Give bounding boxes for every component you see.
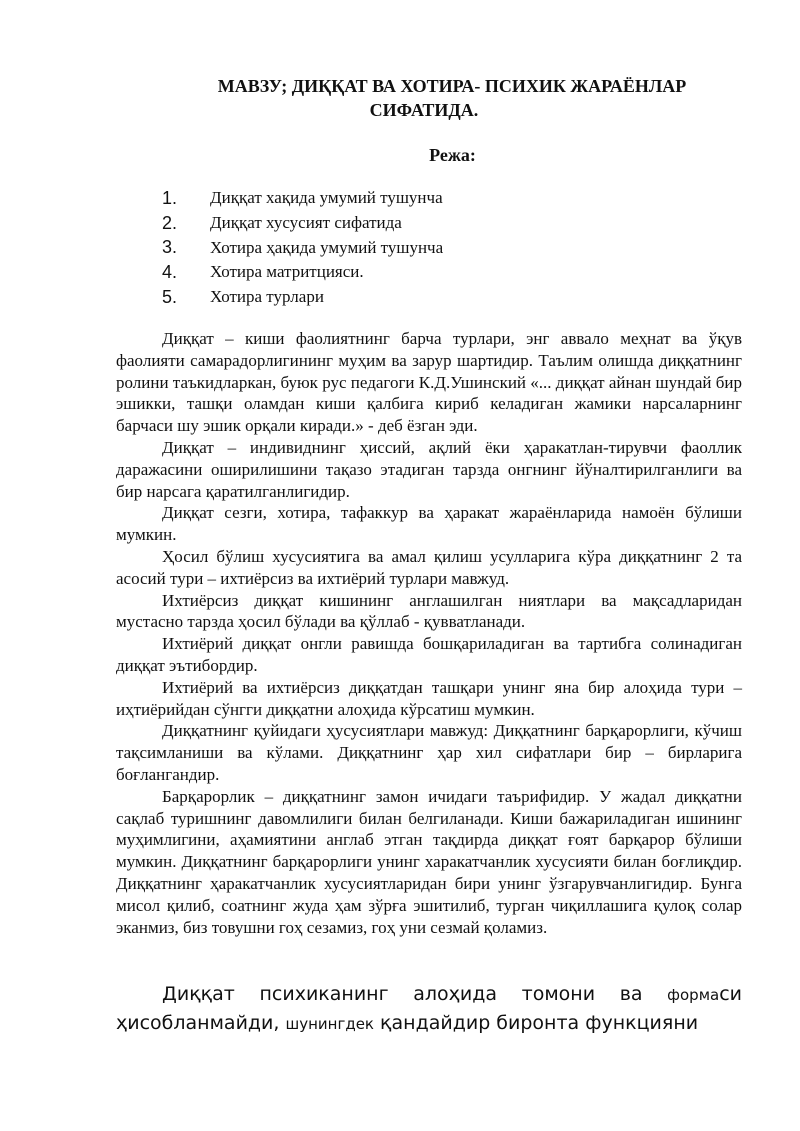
document-title (0, 74, 800, 122)
plan-item-text: Диққат хусусият сифатида (210, 213, 402, 233)
plan-item (162, 285, 443, 310)
plan-item-text: Хотира ҳақида умумий тушунча (210, 237, 444, 257)
paragraph: Барқарорлик – диққатнинг замон ичидаги таърифидир. У жадал диққатни сақлаб туришнинг давомлилиги билан белгиланади. Киши бажариладиган ишининг муҳимлигини, аҳамиятини англаб этган тақдирда диққат ғоят барқарор бўлиши мумкин. Диққатнинг барқарорлиги унинг харакатчанлик хусусияти билан боғлиқдир. Диққатнинг ҳаракатчанлик хусусиятларидан бири унинг ўзгарувчанлигидир. Бунга мисол қилиб, соатнинг жуда ҳам зўрға эшитилиб, турган чиқиллашига қулоқ солар эканмиз, биз товушни гоҳ сезамиз, гоҳ уни сезмай қоламиз. (116, 786, 742, 937)
plan-item (162, 260, 443, 285)
paragraph: Диққатнинг қуйидаги ҳусусиятлари мавжуд: Диққатнинг барқарорлиги, кўчиш тақсимланиши ва кўлами. Диққатнинг ҳар хил сифатлари бир – бирларига боғлангандир. (116, 721, 742, 784)
plan-item-number: 5. (162, 286, 178, 307)
plan-item-text: Диққат хақида умумий тушунча (210, 188, 443, 208)
plan-item (162, 186, 443, 211)
last-paragraph-part: шунингдек (285, 1015, 374, 1033)
plan-item-number: 4. (162, 261, 178, 282)
body-text (116, 328, 742, 938)
paragraph: Диққат – киши фаолиятнинг барча турлари, энг аввало меҳнат ва ўқув фаолияти самарадорлигининг муҳим ва зарур шартидир. Таълим олишда диққатнинг ролини таъкидларкан, буюк рус педагоги К.Д.Ушинский «... диққат айнан шундай бир эшикки, ташқи оламдан киши қалбига кириб келадиган жамики нарсаларнинг барчаси шу эшик орқали киради.» - деб ёзган эди. (116, 329, 742, 436)
plan-item-number: 1. (162, 187, 178, 208)
last-paragraph-part: си ҳисобланмайди, (116, 983, 742, 1034)
plan-item (162, 235, 443, 260)
last-paragraph (116, 980, 742, 1038)
last-paragraph-part: Диққат психиканинг алоҳида томони ва (162, 983, 668, 1005)
title-line-2: СИФАТИДА. (369, 100, 479, 120)
plan-item-number: 2. (162, 212, 178, 233)
plan-heading: Режа: (429, 145, 476, 165)
plan-item-text: Хотира турлари (210, 287, 324, 307)
plan-item-text: Хотира матритцияси. (210, 262, 364, 282)
last-paragraph-part: қандайдир биронта функцияни (374, 1012, 699, 1034)
plan-item (162, 211, 443, 236)
paragraph: Ихтиёрий диққат онгли равишда бошқариладиган ва тартибга солинадиган диққат эътибордир. (116, 634, 742, 675)
last-paragraph-part: форма (667, 986, 720, 1004)
paragraph: Ихтиёрсиз диққат кишининг англашилган ниятлари ва мақсадларидан мустасно тарзда ҳосил бўлади ва қўллаб - қувватланади. (116, 590, 742, 632)
paragraph: Ихтиёрий ва ихтиёрсиз диққатдан ташқари унинг яна бир алоҳида тури – иҳтиёрийдан сўнгги диққатни алоҳида кўрсатиш мумкин. (116, 677, 742, 719)
paragraph: Диққат – индивиднинг ҳиссий, ақлий ёки ҳаракатлан-тирувчи фаоллик даражасини оширилишини тақазо этадиган тарзда онгнинг йўналтирилганлиги ва бир нарсага қаратилганлигидир. (116, 437, 742, 501)
plan-item-number: 3. (162, 237, 178, 258)
title-line-1: МАВЗУ; ДИҚҚАТ ВА ХОТИРА- ПСИХИК ЖАРАЁНЛАР (217, 76, 687, 96)
paragraph: Ҳосил бўлиш хусусиятига ва амал қилиш усулларига кўра диққатнинг 2 та асосий тури – ихтиёрсиз ва ихтиёрий турлари мавжуд. (116, 546, 742, 588)
plan-list (162, 186, 443, 309)
paragraph: Диққат сезги, хотира, тафаккур ва ҳаракат жараёнларида намоён бўлиши мумкин. (116, 503, 742, 545)
